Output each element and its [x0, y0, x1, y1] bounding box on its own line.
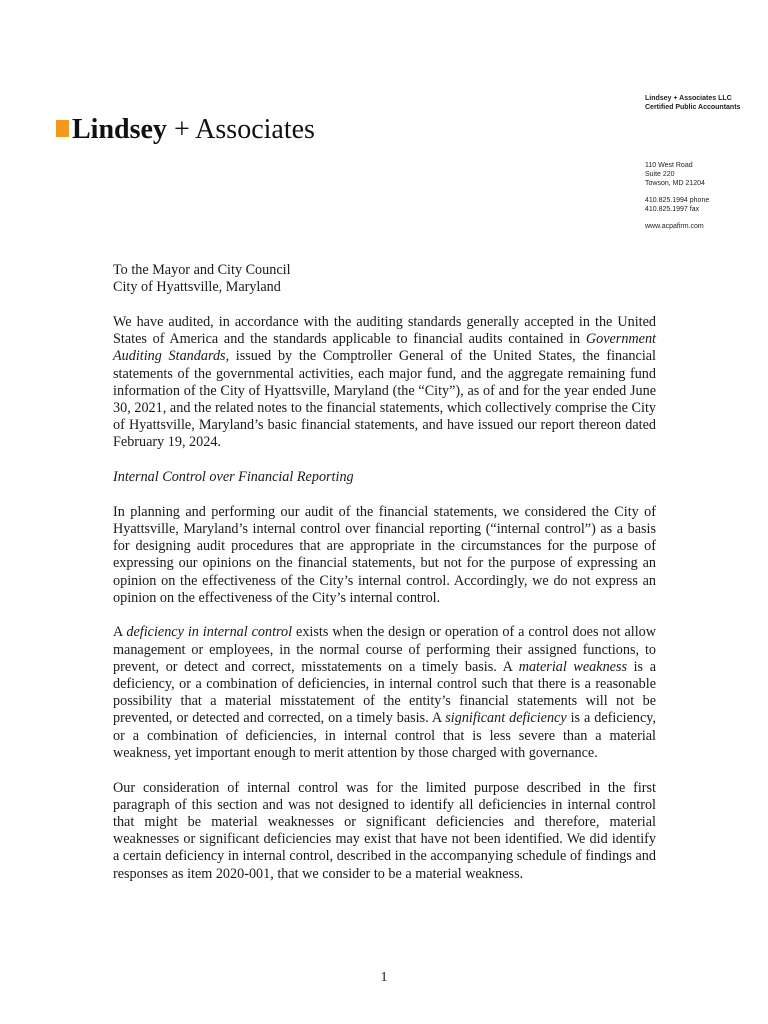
letter-body: [113, 262, 656, 883]
firm-logo: [56, 116, 315, 144]
logo-square-icon: [56, 120, 69, 137]
firm-address-line2: Suite 220: [645, 171, 675, 178]
paragraph-audit-scope: We have audited, in accordance with the auditing standards generally accepted in the United States of America and the standards applicable to financial audits contained in Government Auditing Standards, issued by the Comptroller General of the United States, the financial statements of the governmental activities, each major fund, and the aggregate remaining fund information of the City of Hyattsville, Maryland (the “City”), as of and for the year ended June 30, 2021, and the related notes to the financial statements, which collectively comprise the City of Hyattsville, Maryland’s basic financial statements, and have issued our report thereon dated February 19, 2024.: [113, 313, 657, 451]
logo-wordmark: Lindsey + Associates: [72, 114, 315, 145]
recipient-line2: City of Hyattsville, Maryland: [113, 279, 281, 296]
section-heading: Internal Control over Financial Reporting: [113, 469, 354, 486]
firm-address-line3: Towson, MD 21204: [645, 180, 705, 187]
recipient-line1: To the Mayor and City Council: [113, 262, 291, 278]
page-number: 1: [380, 970, 388, 985]
firm-contact-block: [645, 94, 740, 231]
firm-address-line1: 110 West Road: [645, 162, 693, 169]
paragraph-consideration: Our consideration of internal control was for the limited purpose described in the first paragraph of this section and was not designed to identify all deficiencies in internal control that might be material weaknesses or significant deficiencies and therefore, material weaknesses or significant deficiencies may exist that have not been identified. We did identify a certain deficiency in internal control, described in the accompanying schedule of findings and responses as item 2020-001, that we consider to be a material weakness.: [113, 779, 656, 882]
firm-name: Lindsey + Associates LLC: [645, 95, 732, 102]
firm-website: www.acpafirm.com: [645, 223, 704, 230]
paragraph-internal-control: In planning and performing our audit of the financial statements, we considered the City of Hyattsville, Maryland’s internal control over financial reporting (“internal control”) as a basis for designing audit procedures that are appropriate in the circumstances for the purpose of expressing our opinions on the financial statements, but not for the purpose of expressing an opinion on the effectiveness of the City’s internal control. Accordingly, we do not express an opinion on the effectiveness of the City’s internal control.: [113, 503, 656, 606]
firm-subtitle: Certified Public Accountants: [645, 104, 741, 111]
firm-fax: 410.825.1997 fax: [645, 206, 700, 213]
paragraph-definitions: A deficiency in internal control exists when the design or operation of a control does not allow management or employees, in the normal course of performing their assigned functions, to prevent, or detect and correct, misstatements on a timely basis. A material weakness is a deficiency, or a combination of deficiencies, in internal control such that there is a reasonable possibility that a material misstatement of the entity’s financial statements will not be prevented, or detected and corrected, on a timely basis. A significant deficiency is a deficiency, or a combination of deficiencies, in internal control that is less severe than a material weakness, yet important enough to merit attention by those charged with governance.: [113, 624, 656, 761]
firm-phone: 410.825.1994 phone: [645, 197, 710, 204]
